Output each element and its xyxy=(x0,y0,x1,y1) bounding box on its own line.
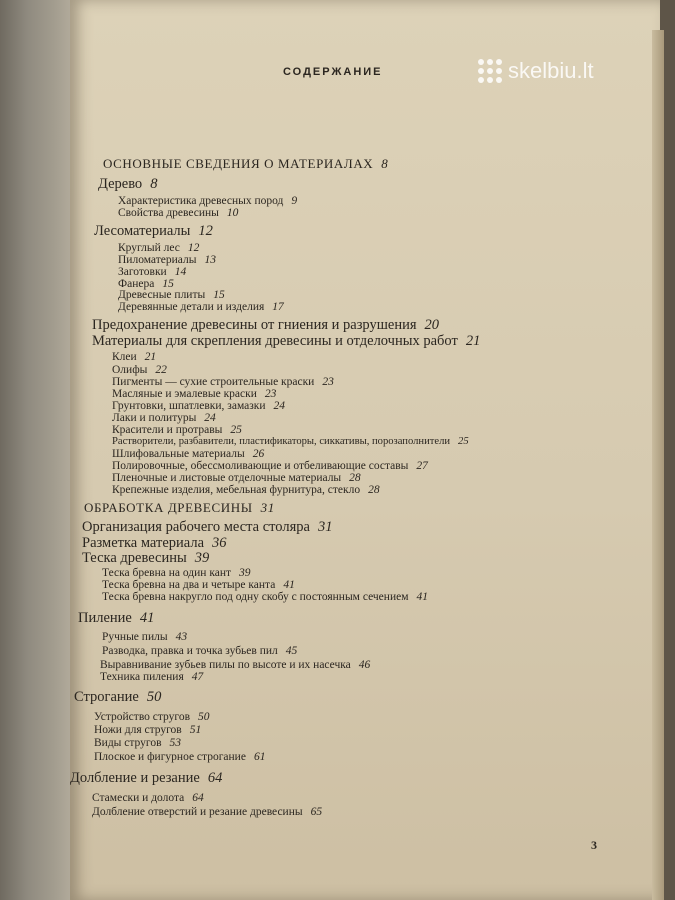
toc-entry-page: 9 xyxy=(291,195,298,207)
toc-entry-page: 31 xyxy=(317,519,333,535)
toc-entry-title: Красители и протравы xyxy=(112,424,223,436)
toc-entry-page: 12 xyxy=(187,242,200,254)
toc-entry xyxy=(112,365,167,377)
toc-entry-page: 24 xyxy=(273,400,286,412)
toc-entry-title: Круглый лес xyxy=(118,242,180,254)
toc-entry-title: Пиление xyxy=(78,610,132,626)
toc-entry xyxy=(94,752,265,764)
toc-entry-page: 64 xyxy=(207,770,223,786)
toc-entry-page: 65 xyxy=(310,806,323,818)
toc-entry-page: 8 xyxy=(381,156,389,171)
toc-entry-title: ОБРАБОТКА ДРЕВЕСИНЫ xyxy=(84,500,253,515)
toc-entry-page: 23 xyxy=(322,376,334,388)
toc-entry xyxy=(112,413,216,425)
toc-entry-title: Грунтовки, шпатлевки, замазки xyxy=(112,400,266,412)
toc-entry-page: 25 xyxy=(230,424,242,436)
toc-entry-title: Теска бревна накругло под одну скобу с постоянным сечением xyxy=(102,591,409,603)
toc-entry-page: 8 xyxy=(150,176,158,192)
toc-entry-title: Ручные пилы xyxy=(102,631,168,643)
toc-entry-page: 45 xyxy=(285,645,298,657)
toc-entry-page: 43 xyxy=(175,631,188,643)
toc-entry-page: 53 xyxy=(169,737,182,749)
toc-entry-title: Свойства древесины xyxy=(118,207,219,219)
toc-entry xyxy=(102,646,297,658)
toc-entry-page: 47 xyxy=(191,671,204,683)
toc-entry-page: 28 xyxy=(368,484,380,496)
toc-entry xyxy=(84,501,275,514)
toc-entry xyxy=(118,196,297,208)
toc-entry xyxy=(112,425,242,437)
toc-entry-title: Пленочные и листовые отделочные материалы xyxy=(112,472,342,484)
toc-entry xyxy=(118,208,238,220)
toc-entry-title: Устройство стругов xyxy=(94,711,191,723)
toc-entry xyxy=(112,473,361,485)
toc-entry xyxy=(74,690,161,705)
toc-entry-page: 24 xyxy=(204,412,216,424)
toc-entry-title: Выравнивание зубьев пилы по высоте и их насечка xyxy=(100,659,351,671)
toc-entry-title: Долбление отверстий и резание древесины xyxy=(92,806,303,818)
toc-entry-page: 31 xyxy=(260,500,275,515)
toc-entry-title: Предохранение древесины от гниения и разрушения xyxy=(92,317,417,333)
toc-entry xyxy=(112,449,264,461)
toc-entry xyxy=(118,255,216,267)
toc-entry xyxy=(102,580,295,592)
toc-entry-title: ОСНОВНЫЕ СВЕДЕНИЯ О МАТЕРИАЛАХ xyxy=(103,156,374,171)
toc-entry-title: Олифы xyxy=(112,364,148,376)
toc-entry xyxy=(94,738,181,750)
toc-entry xyxy=(70,771,222,786)
toc-entry-title: Деревянные детали и изделия xyxy=(118,301,265,313)
toc-entry xyxy=(103,157,388,170)
toc-entry-page: 10 xyxy=(226,207,239,219)
toc-entry xyxy=(94,224,213,239)
toc-entry-page: 12 xyxy=(198,223,213,239)
toc-entry-page: 41 xyxy=(283,579,295,591)
toc-entry xyxy=(100,672,203,684)
toc-entry-page: 15 xyxy=(162,278,174,290)
toc-entry-page: 26 xyxy=(252,448,265,460)
toc-entry-title: Полировочные, обессмоливающие и отбеливающие составы xyxy=(112,460,409,472)
toc-entry xyxy=(118,290,225,302)
toc-entry-page: 22 xyxy=(155,364,167,376)
toc-entry xyxy=(94,712,210,724)
toc-entry-page: 50 xyxy=(146,689,162,705)
toc-entry-title: Теска древесины xyxy=(82,550,187,566)
toc-entry xyxy=(92,318,439,333)
toc-entry-page: 21 xyxy=(144,351,157,363)
toc-entry-page: 28 xyxy=(349,472,361,484)
toc-entry-title: Древесные плиты xyxy=(118,289,206,301)
toc-entry-title: Фанера xyxy=(118,278,155,290)
toc-entry xyxy=(118,243,199,255)
watermark-text: skelbiu.lt xyxy=(508,58,594,83)
toc-entry-page: 15 xyxy=(213,289,225,301)
toc-entry-title: Строгание xyxy=(74,689,139,705)
toc-entry-page: 51 xyxy=(189,724,202,736)
toc-entry-title: Крепежные изделия, мебельная фурнитура, стекло xyxy=(112,484,361,496)
toc-entry-title: Теска бревна на один кант xyxy=(102,567,232,579)
toc-entry xyxy=(102,568,251,580)
toc-entry-title: Разводка, правка и точка зубьев пил xyxy=(102,645,278,657)
toc-entry xyxy=(94,725,201,737)
toc-entry-title: Шлифовальные материалы xyxy=(112,448,245,460)
toc-entry-page: 41 xyxy=(416,591,428,603)
toc-entry-page: 39 xyxy=(194,550,210,566)
toc-entry xyxy=(112,377,334,389)
toc-entry xyxy=(82,536,227,551)
toc-entry xyxy=(100,660,370,672)
toc-entry xyxy=(82,520,332,535)
toc-entry-page: 27 xyxy=(416,460,428,472)
toc-entry-page: 61 xyxy=(253,751,266,763)
toc-entry-title: Клеи xyxy=(112,351,137,363)
toc-entry-title: Ножи для стругов xyxy=(94,724,182,736)
toc-entry-title: Организация рабочего места столяра xyxy=(82,519,310,535)
toc-entry-page: 23 xyxy=(264,388,277,400)
toc-entry-title: Лесоматериалы xyxy=(94,223,191,239)
toc-entry-title: Виды стругов xyxy=(94,737,162,749)
toc-entry-title: Теска бревна на два и четыре канта xyxy=(102,579,276,591)
toc-entry xyxy=(102,632,187,644)
toc-entry-page: 14 xyxy=(174,266,187,278)
page-title: СОДЕРЖАНИЕ xyxy=(283,66,383,78)
toc-entry-title: Долбление и резание xyxy=(70,770,200,786)
toc-entry xyxy=(92,807,322,819)
toc-entry-title: Пигменты — сухие строительные краски xyxy=(112,376,315,388)
toc-entry-title: Масляные и эмалевые краски xyxy=(112,388,257,400)
toc-entry xyxy=(112,485,380,497)
toc-entry xyxy=(112,437,469,448)
toc-entry-page: 36 xyxy=(212,535,227,551)
toc-entry-page: 20 xyxy=(424,317,440,333)
toc-entry-page: 64 xyxy=(192,792,204,804)
toc-entry-page: 13 xyxy=(204,254,216,266)
toc-entry xyxy=(112,389,276,401)
toc-entry-title: Дерево xyxy=(98,176,143,192)
toc-entry-page: 39 xyxy=(239,567,251,579)
toc-entry xyxy=(118,267,186,279)
toc-entry-title: Материалы для скрепления древесины и отделочных работ xyxy=(92,333,458,349)
toc-entry xyxy=(112,461,428,473)
toc-entry-title: Пиломатериалы xyxy=(118,254,197,266)
toc-entry xyxy=(82,551,209,566)
toc-entry-page: 25 xyxy=(458,436,469,447)
toc-entry-title: Растворители, разбавители, пластификаторы, сиккативы, порозаполнители xyxy=(112,436,451,447)
toc-entry xyxy=(112,352,156,364)
toc-entry xyxy=(92,793,204,805)
toc-entry xyxy=(78,611,154,626)
toc-entry-title: Техника пиления xyxy=(100,671,184,683)
toc-entry-page: 17 xyxy=(272,301,284,313)
toc-entry-title: Разметка материала xyxy=(82,535,205,551)
toc-entry xyxy=(92,334,480,349)
toc-entry-title: Стамески и долота xyxy=(92,792,185,804)
toc-entry xyxy=(118,302,284,314)
toc-entry xyxy=(112,401,285,413)
toc-entry-page: 21 xyxy=(465,333,481,349)
toc-entry-page: 50 xyxy=(198,711,210,723)
toc-entry-page: 41 xyxy=(139,610,155,626)
toc-entry xyxy=(102,592,428,604)
toc-entry-title: Характеристика древесных пород xyxy=(118,195,284,207)
page-number: 3 xyxy=(591,838,597,852)
toc-entry-page: 46 xyxy=(358,659,371,671)
toc-entry xyxy=(98,177,157,192)
toc-entry-title: Заготовки xyxy=(118,266,167,278)
toc-entry-title: Плоское и фигурное строгание xyxy=(94,751,246,763)
toc-entry-title: Лаки и политуры xyxy=(112,412,197,424)
